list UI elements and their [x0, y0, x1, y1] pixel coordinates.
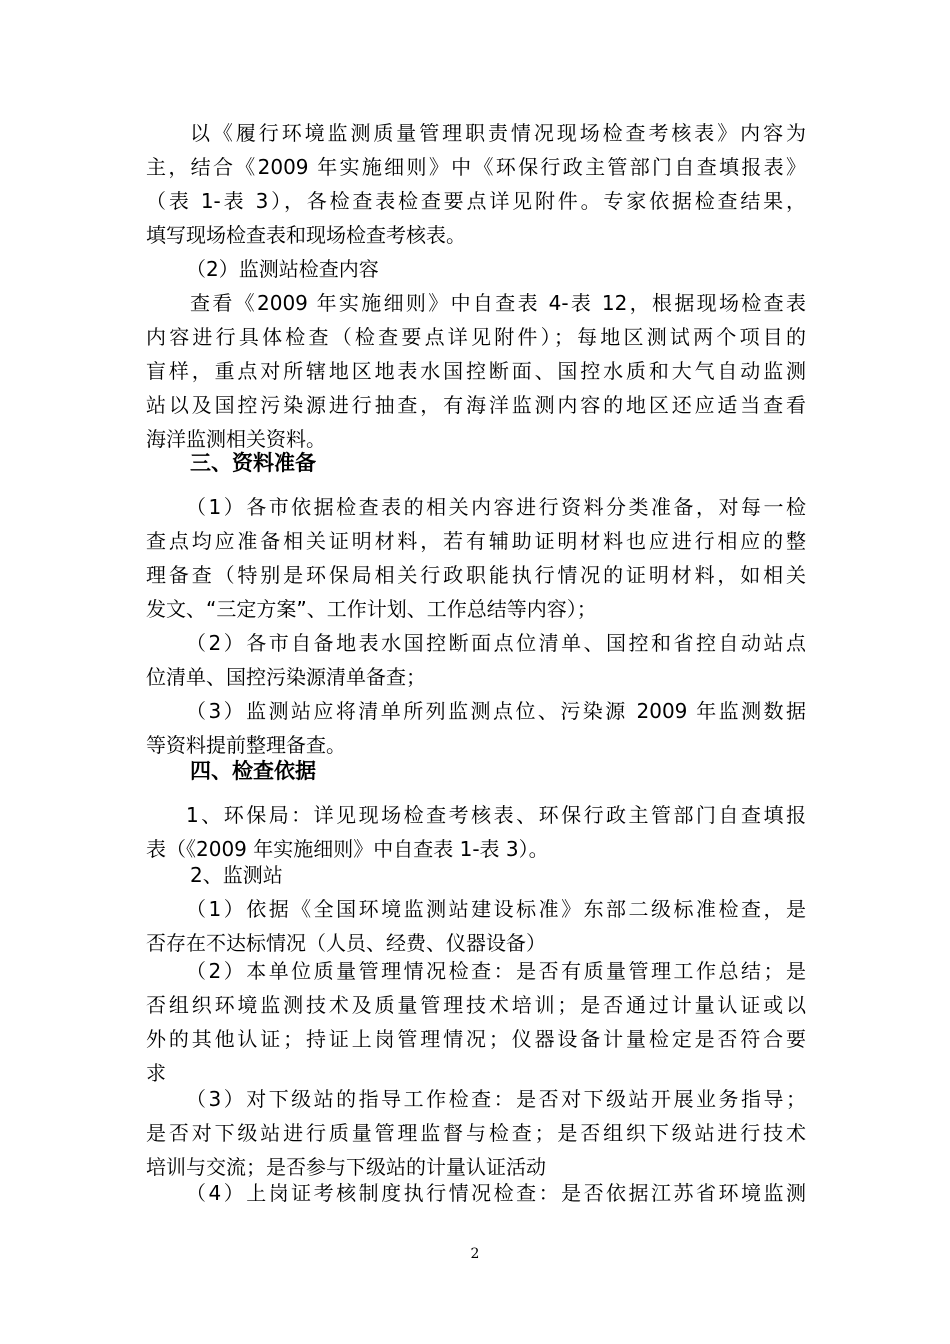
paragraph-basis-epb [146, 798, 806, 866]
paragraph-materials-1 [146, 490, 806, 626]
text-line: 发文、“三定方案”、工作计划、工作总结等内容）； [146, 597, 597, 621]
text-line: （3）监测站应将清单所列监测点位、污染源 2009 年监测数据 [186, 699, 806, 723]
text-line: 站以及国控污染源进行抽查，有海洋监测内容的地区还应适当查看 [146, 393, 806, 417]
text-line: 是否对下级站进行质量管理监督与检查；是否组织下级站进行技术 [146, 1121, 806, 1145]
section-heading-basis [146, 754, 806, 788]
section-heading-materials [146, 446, 806, 480]
text-line: （2）本单位质量管理情况检查：是否有质量管理工作总结；是 [186, 959, 806, 983]
text-line: 主，结合《2009 年实施细则》中《环保行政主管部门自查填报表》 [146, 155, 806, 179]
text-line: 否组织环境监测技术及质量管理技术培训；是否通过计量认证或以 [146, 993, 806, 1017]
paragraph-basis-certificate [146, 1176, 806, 1210]
paragraph-station-heading [146, 252, 806, 286]
paragraph-materials-3 [146, 694, 806, 762]
page-number: 2 [470, 1246, 480, 1262]
text-line: （1）依据《全国环境监测站建设标准》东部二级标准检查，是 [186, 897, 806, 921]
text-line: 盲样，重点对所辖地区地表水国控断面、国控水质和大气自动监测 [146, 359, 806, 383]
paragraph-station-content [146, 286, 806, 456]
text-line: 位清单、国控污染源清单备查； [146, 665, 426, 689]
text-line: 内容进行具体检查（检查要点详见附件）；每地区测试两个项目的 [146, 325, 806, 349]
text-line: 2、监测站 [190, 863, 283, 887]
text-line: 理备查（特别是环保局相关行政职能执行情况的证明材料，如相关 [146, 563, 806, 587]
text-line: 以《履行环境监测质量管理职责情况现场检查考核表》内容为 [190, 121, 806, 145]
text-line: （3）对下级站的指导工作检查：是否对下级站开展业务指导； [186, 1087, 806, 1111]
text-line: 等资料提前整理备查。 [146, 733, 346, 757]
paragraph-materials-2 [146, 626, 806, 694]
text-line: 否存在不达标情况（人员、经费、仪器设备） [146, 931, 546, 955]
text-line: 培训与交流；是否参与下级站的计量认证活动 [146, 1155, 546, 1179]
section-heading: 三、资料准备 [190, 451, 316, 475]
text-line: （4）上岗证考核制度执行情况检查：是否依据江苏省环境监测 [186, 1181, 806, 1205]
text-line: 填写现场检查表和现场检查考核表。 [146, 223, 466, 247]
paragraph-basis-standard [146, 892, 806, 960]
text-line: （2）各市自备地表水国控断面点位清单、国控和省控自动站点 [186, 631, 806, 655]
section-heading: 四、检查依据 [190, 759, 316, 783]
text-line: （1）各市依据检查表的相关内容进行资料分类准备，对每一检 [186, 495, 806, 519]
text-line: 海洋监测相关资料。 [146, 427, 326, 451]
text-line: 表（《2009 年实施细则》中自查表 1-表 3）。 [146, 837, 549, 861]
text-line: （表 1-表 3），各检查表检查要点详见附件。专家依据检查结果， [146, 189, 806, 213]
text-line: （2）监测站检查内容 [186, 257, 379, 281]
text-line: 查点均应准备相关证明材料，若有辅助证明材料也应进行相应的整 [146, 529, 806, 553]
text-line: 1、环保局：详见现场检查考核表、环保行政主管部门自查填报 [186, 803, 806, 827]
paragraph-basis-station [146, 858, 806, 892]
paragraph-inspection-scope [146, 116, 806, 252]
text-line: 求 [146, 1061, 166, 1085]
text-line: 查看《2009 年实施细则》中自查表 4-表 12，根据现场检查表 [190, 291, 806, 315]
paragraph-basis-quality [146, 954, 806, 1090]
paragraph-basis-guidance [146, 1082, 806, 1184]
text-line: 外的其他认证；持证上岗管理情况；仪器设备计量检定是否符合要 [146, 1027, 806, 1051]
